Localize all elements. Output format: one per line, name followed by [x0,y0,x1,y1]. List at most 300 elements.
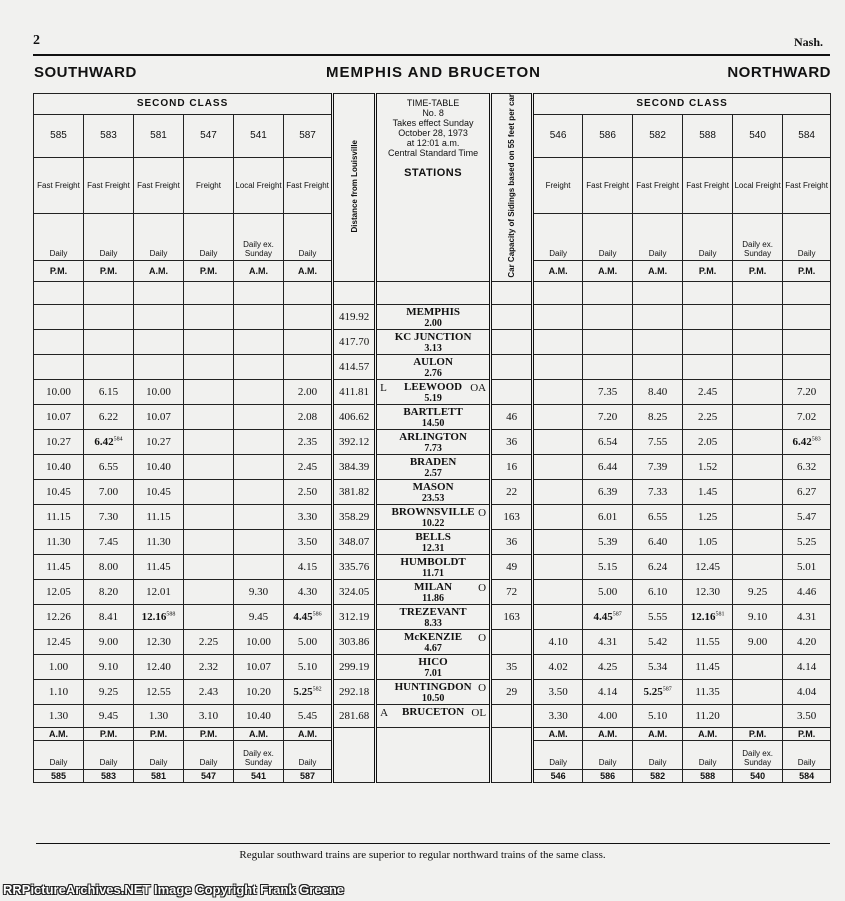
south-train-description-547: Freight [184,158,234,214]
time-cell [284,604,333,629]
north-train-frequency-582: Daily [633,214,683,261]
station-name: AULON [413,355,453,368]
time-cell [134,354,184,379]
time-value: 5.15 [597,560,618,573]
miles-to-next: 11.71 [422,567,445,579]
spacer-cell [633,281,683,304]
timetable-row [34,604,831,629]
time-cell [633,329,683,354]
time-value: 7.55 [647,435,668,448]
time-value: 12.05 [46,585,71,598]
siding-capacity [491,629,533,654]
time-value: 11.35 [695,685,720,698]
timetable-info-line1: TIME-TABLE [406,98,460,108]
miles-to-next: 10.50 [421,692,445,704]
south-footer-ampm-587: A.M. [284,727,333,740]
time-cell [733,404,783,429]
time-value: 3.50 [548,685,568,698]
time-value: 11.20 [695,709,720,722]
time-value: 11.55 [695,635,720,648]
time-cell [134,704,184,727]
time-cell [683,629,733,654]
time-value: 6.27 [796,485,817,498]
time-cell [184,379,234,404]
time-cell [783,554,831,579]
time-cell [84,554,134,579]
south-footer-frequency-547: Daily [184,740,234,769]
north-footer-frequency-586: Daily [583,740,633,769]
distance-header [333,94,376,282]
time-value: 10.07 [246,660,271,673]
station-name: LEEWOOD [404,380,463,393]
time-cell [184,304,234,329]
time-value: 9.45 [98,709,119,722]
south-footer-train-number-547: 547 [184,769,234,782]
time-cell [134,404,184,429]
time-cell [284,629,333,654]
time-cell [533,604,583,629]
south-footer-ampm-541: A.M. [234,727,284,740]
station-name-cell [376,479,491,504]
time-cell [633,679,683,704]
time-value: 5.01 [796,560,817,573]
time-cell [34,354,84,379]
station-name: HUNTINGDON [394,680,472,693]
time-cell [783,354,831,379]
time-cell [633,429,683,454]
time-cell [234,454,284,479]
spacer-cell [234,281,284,304]
south-footer-ampm-583: P.M. [84,727,134,740]
time-cell [84,429,134,454]
siding-capacity: 36 [491,529,533,554]
time-cell [284,679,333,704]
station-distance: 312.19 [333,604,376,629]
time-cell [633,604,683,629]
siding-capacity: 49 [491,554,533,579]
siding-capacity [491,329,533,354]
time-value: 5.00 [297,635,318,648]
time-cell [184,504,234,529]
time-value: 10.45 [146,485,171,498]
time-value: 2.25 [198,635,219,648]
time-value: 4.46 [796,585,817,598]
south-train-number-581: 581 [134,114,184,157]
time-cell [583,629,633,654]
time-value: 1.25 [697,510,718,523]
time-cell [34,679,84,704]
north-train-number-584: 584 [783,114,831,157]
time-cell [184,604,234,629]
north-footer-ampm-584: P.M. [783,727,831,740]
time-cell [533,629,583,654]
time-cell [733,429,783,454]
north-train-description-546: Freight [533,158,583,214]
time-value: 6.44 [597,460,618,473]
time-value: 1.30 [48,709,69,722]
time-value: 12.16 [690,610,716,623]
miles-to-next: 7.01 [424,667,442,679]
north-train-frequency-588: Daily [683,214,733,261]
spacer-cell [284,281,333,304]
timetable-row [34,479,831,504]
time-value: 10.00 [146,385,171,398]
time-cell [284,554,333,579]
station-distance: 303.86 [333,629,376,654]
timetable-row [34,281,831,304]
siding-capacity: 35 [491,654,533,679]
time-value: 9.30 [248,585,269,598]
miles-to-next: 12.31 [421,542,445,554]
south-train-ampm-547: P.M. [184,260,234,281]
time-cell [533,579,583,604]
spacer-cell [783,281,831,304]
time-value: 6.55 [647,510,668,523]
south-footer-train-number-541: 541 [234,769,284,782]
north-footer-ampm-582: A.M. [633,727,683,740]
time-value: 8.41 [98,610,119,623]
north-footer-frequency-584: Daily [783,740,831,769]
north-train-frequency-546: Daily [533,214,583,261]
time-value: 11.30 [146,535,171,548]
time-value: 2.25 [697,410,718,423]
south-train-ampm-587: A.M. [284,260,333,281]
time-cell [184,479,234,504]
spacer-cell [491,281,533,304]
page-title: MEMPHIS AND BRUCETON [326,64,542,81]
time-value: 10.00 [46,385,71,398]
time-cell [633,479,683,504]
time-cell [733,379,783,404]
time-cell [783,629,831,654]
time-value: 8.40 [647,385,668,398]
time-value: 7.33 [647,485,668,498]
time-value: 12.30 [146,635,171,648]
south-train-description-581: Fast Freight [134,158,184,214]
meet-train-superscript: 582 [312,685,322,692]
time-cell [184,679,234,704]
time-cell [284,454,333,479]
south-footer-frequency-541: Daily ex. Sunday [234,740,284,769]
north-footer-ampm-546: A.M. [533,727,583,740]
time-value: 6.40 [647,535,668,548]
station-name: BRUCETON [402,705,465,718]
station-name-cell [376,529,491,554]
time-cell [34,704,84,727]
south-footer-train-number-587: 587 [284,769,333,782]
time-cell [84,329,134,354]
time-value: 1.10 [48,685,69,698]
time-cell [633,304,683,329]
station-distance: 348.07 [333,529,376,554]
time-cell [184,404,234,429]
time-cell [284,429,333,454]
time-cell [234,629,284,654]
station-distance: 406.62 [333,404,376,429]
time-value: 10.45 [46,485,71,498]
time-value: 5.39 [597,535,618,548]
north-footer-train-number-546: 546 [533,769,583,782]
time-cell [683,529,733,554]
time-cell [733,454,783,479]
time-cell [683,554,733,579]
time-cell [284,579,333,604]
time-cell [783,479,831,504]
time-cell [533,304,583,329]
time-value: 4.02 [548,660,568,673]
station-name: HICO [418,655,448,668]
time-value: 4.15 [297,560,318,573]
station-name: McKENZIE [404,630,463,643]
time-cell [533,529,583,554]
time-value: 3.30 [548,709,568,722]
station-name-cell [376,379,491,404]
north-train-number-540: 540 [733,114,783,157]
south-train-frequency-583: Daily [84,214,134,261]
time-value: 5.55 [647,610,668,623]
time-cell [683,704,733,727]
time-cell [633,354,683,379]
time-cell [234,554,284,579]
footnote: Regular southward trains are superior to regular northward trains of the same class. [239,849,606,861]
station-name: MEMPHIS [406,305,460,318]
south-train-description-587: Fast Freight [284,158,333,214]
station-distance: 358.29 [333,504,376,529]
time-value: 5.25 [643,685,663,698]
time-value: 10.40 [46,460,71,473]
miles-to-next: 14.50 [421,417,445,429]
spacer-cell [34,281,84,304]
south-footer-ampm-547: P.M. [184,727,234,740]
time-cell [783,679,831,704]
time-cell [583,704,633,727]
timetable [33,93,831,783]
miles-to-next: 10.22 [421,517,445,529]
time-cell [633,654,683,679]
siding-capacity: 46 [491,404,533,429]
north-train-number-586: 586 [583,114,633,157]
time-value: 10.27 [46,435,71,448]
time-cell [733,679,783,704]
time-cell [683,479,733,504]
time-cell [633,629,683,654]
time-cell [284,504,333,529]
north-footer-ampm-540: P.M. [733,727,783,740]
time-value: 10.00 [246,635,271,648]
north-footer-frequency-582: Daily [633,740,683,769]
time-cell [533,379,583,404]
time-cell [284,354,333,379]
time-cell [783,604,831,629]
siding-capacity [491,704,533,727]
north-footer-train-number-540: 540 [733,769,783,782]
time-cell [633,404,683,429]
time-value: 5.45 [297,709,318,722]
station-name-cell [376,554,491,579]
time-cell [84,404,134,429]
time-cell [583,404,633,429]
time-cell [234,654,284,679]
time-cell [633,579,683,604]
time-value: 7.20 [796,385,817,398]
timetable-row [34,654,831,679]
time-value: 10.20 [246,685,271,698]
north-train-description-586: Fast Freight [583,158,633,214]
time-cell [284,704,333,727]
time-cell [134,454,184,479]
time-value: 12.16 [141,610,167,623]
time-value: 6.39 [597,485,618,498]
time-value: 4.04 [796,685,817,698]
stations-header: STATIONS [404,167,463,179]
time-cell [84,479,134,504]
south-train-frequency-587: Daily [284,214,333,261]
station-code-right: O [478,631,487,644]
south-train-number-583: 583 [84,114,134,157]
time-cell [134,629,184,654]
south-train-description-541: Local Freight [234,158,284,214]
time-value: 6.22 [98,410,119,423]
south-train-frequency-585: Daily [34,214,84,261]
time-value: 5.25 [796,535,817,548]
timetable-row [34,529,831,554]
credit-watermark: RRPictureArchives.NET Image Copyright Frank Greene [3,882,344,897]
time-cell [583,354,633,379]
time-cell [583,304,633,329]
north-train-ampm-582: A.M. [633,260,683,281]
time-cell [234,579,284,604]
timetable-row [34,94,831,115]
north-train-frequency-540: Daily ex. Sunday [733,214,783,261]
north-footer-ampm-586: A.M. [583,727,633,740]
time-cell [733,354,783,379]
station-name-cell [376,329,491,354]
station-name: ARLINGTON [399,430,467,443]
time-cell [533,404,583,429]
station-code-right: O [478,506,487,519]
time-cell [533,329,583,354]
time-value: 11.30 [46,535,71,548]
time-cell [234,504,284,529]
miles-to-next: 23.53 [421,492,445,504]
time-cell [733,629,783,654]
siding-capacity: 36 [491,429,533,454]
time-value: 2.05 [697,435,718,448]
miles-to-next: 2.00 [424,317,442,329]
time-value: 6.32 [796,460,817,473]
timetable-row [34,504,831,529]
footnote-rule [36,843,830,844]
time-cell [84,454,134,479]
north-train-description-582: Fast Freight [633,158,683,214]
station-name-cell [376,654,491,679]
south-footer-frequency-585: Daily [34,740,84,769]
time-cell [533,429,583,454]
time-value: 5.47 [796,510,817,523]
miles-to-next: 5.19 [424,392,442,404]
south-train-ampm-585: P.M. [34,260,84,281]
station-distance: 419.92 [333,304,376,329]
station-code-right: O [478,681,487,694]
station-name-cell [376,354,491,379]
south-train-description-583: Fast Freight [84,158,134,214]
time-value: 10.07 [46,410,71,423]
time-cell [733,654,783,679]
time-value: 4.10 [548,635,568,648]
meet-train-superscript: 584 [113,435,123,442]
time-cell [533,654,583,679]
time-value: 6.55 [98,460,119,473]
distance-header-text: Distance from Louisville [349,139,359,233]
time-value: 6.24 [647,560,668,573]
north-footer-train-number-588: 588 [683,769,733,782]
time-cell [583,654,633,679]
time-cell [234,379,284,404]
station-distance: 414.57 [333,354,376,379]
direction-southward: SOUTHWARD [34,64,137,81]
time-value: 5.00 [597,585,618,598]
station-distance: 384.39 [333,454,376,479]
page-number: 2 [33,33,40,48]
station-name-cell [376,404,491,429]
time-cell [234,304,284,329]
time-cell [583,454,633,479]
time-cell [184,429,234,454]
time-cell [783,329,831,354]
time-value: 11.15 [46,510,71,523]
time-cell [34,629,84,654]
time-cell [184,579,234,604]
spacer-cell [184,281,234,304]
time-cell [733,604,783,629]
station-name-cell [376,579,491,604]
siding-capacity: 29 [491,679,533,704]
timetable-row [34,727,831,740]
time-cell [134,604,184,629]
time-cell [134,679,184,704]
time-value: 3.30 [297,510,318,523]
south-footer-train-number-581: 581 [134,769,184,782]
time-value: 4.20 [796,635,817,648]
north-footer-train-number-586: 586 [583,769,633,782]
time-cell [34,379,84,404]
time-cell [533,504,583,529]
time-value: 2.35 [297,435,318,448]
time-cell [34,654,84,679]
timetable-row [34,454,831,479]
time-cell [134,429,184,454]
station-name-cell [376,629,491,654]
time-value: 6.42 [792,435,812,448]
timetable-row [34,354,831,379]
time-value: 12.45 [46,635,71,648]
north-train-description-584: Fast Freight [783,158,831,214]
time-cell [284,304,333,329]
timetable-info-line6: Central Standard Time [388,148,479,158]
time-cell [633,454,683,479]
station-name-cell [376,504,491,529]
station-code-right: O [478,581,487,594]
timetable-row [34,554,831,579]
spacer-cell [583,281,633,304]
time-cell [533,704,583,727]
meet-train-superscript: 581 [715,610,725,617]
time-cell [84,654,134,679]
time-cell [533,454,583,479]
station-name-cell [376,454,491,479]
time-value: 8.00 [98,560,119,573]
time-cell [783,404,831,429]
